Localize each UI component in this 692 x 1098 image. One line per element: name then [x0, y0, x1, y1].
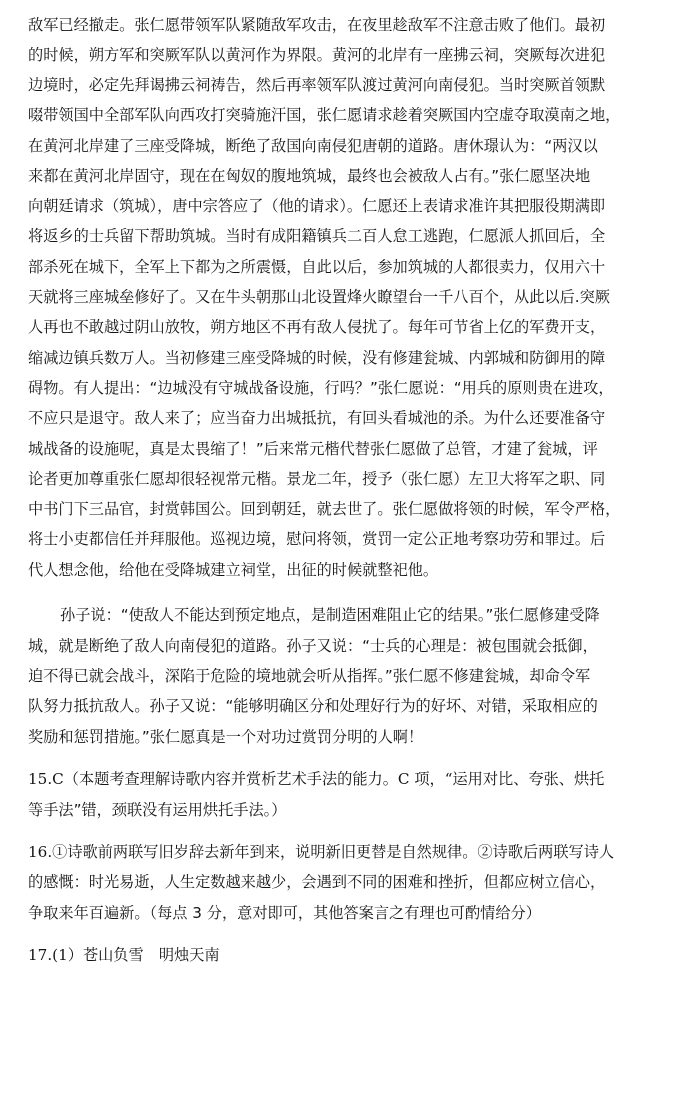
text-line: 孙子说：“使敌人不能达到预定地点，是制造困难阻止它的结果。”张仁愿修建受降 — [60, 606, 600, 624]
text-line: 边境时，必定先拜谒拂云祠祷告，然后再率领军队渡过黄河向南侵犯。当时突厥首领默 — [28, 76, 606, 94]
text-line: 天就将三座城垒修好了。又在牛头朝那山北设置烽火瞭望台一千八百个，从此以后.突厥 — [28, 288, 610, 306]
text-line: 缩减边镇兵数万人。当初修建三座受降城的时候，没有修建瓮城、内郭城和防御用的障 — [28, 349, 606, 367]
text-line: 碍物。有人提出：“边城没有守城战备设施，行吗？”张仁愿说：“用兵的原则贵在进攻， — [28, 379, 614, 397]
text-line: 代人想念他，给他在受降城建立祠堂，出征的时候就整祀他。 — [28, 561, 439, 579]
answer-15-line: 15.C（本题考查理解诗歌内容并赏析艺术手法的能力。C 项，“运用对比、夸张、烘托 — [28, 770, 605, 788]
text-line: 不应只是退守。敌人来了；应当奋力出城抵抗，有回头看城池的杀。为什么还要准备守 — [28, 409, 606, 427]
text-line: 向朝廷请求（筑城），唐中宗答应了（他的请求）。仁愿还上表请求准许其把服役期满即 — [28, 197, 606, 215]
text-line: 城战备的设施呢，真是太畏缩了！”后来常元楷代替张仁愿做了总管，才建了瓮城，评 — [28, 440, 598, 458]
text-line: 中书门下三品官，封赏韩国公。回到朝廷，就去世了。张仁愿做将领的时候，军令严格， — [28, 500, 621, 518]
text-line: 论者更加尊重张仁愿却很轻视常元楷。景龙二年，授予（张仁愿）左卫大将军之职、同 — [28, 470, 606, 488]
text-line: 队努力抵抗敌人。孙子又说：“能够明确区分和处理好行为的好坏、对错，采取相应的 — [28, 697, 598, 715]
text-line: 奖励和惩罚措施。”张仁愿真是一个对功过赏罚分明的人啊！ — [28, 728, 424, 746]
answer-16-line: 16.①诗歌前两联写旧岁辞去新年到来，说明新旧更替是自然规律。②诗歌后两联写诗人 — [28, 843, 615, 861]
text-line: 迫不得已就会战斗，深陷于危险的境地就会听从指挥。”张仁愿不修建瓮城，却命令军 — [28, 667, 591, 685]
answer-15-line: 等手法”错，颈联没有运用烘托手法。） — [28, 801, 287, 819]
answer-16-line: 的感慨：时光易逝，人生定数越来越少，会遇到不同的困难和挫折，但都应树立信心， — [28, 873, 606, 891]
answer-17-line: 17.(1）苍山负雪 明烛天南 — [28, 946, 220, 964]
answer-16-line: 争取来年百遍新。（每点 3 分，意对即可，其他答案言之有理也可酌情给分） — [28, 904, 541, 922]
text-line: 的时候，朔方军和突厥军队以黄河作为界限。黄河的北岸有一座拂云祠，突厥每次进犯 — [28, 46, 606, 64]
text-line: 城，就是断绝了敌人向南侵犯的道路。孙子又说：“士兵的心理是：被包围就会抵御， — [28, 637, 598, 655]
text-line: 人再也不敢越过阴山放牧，朔方地区不再有敌人侵扰了。每年可节省上亿的军费开支， — [28, 318, 606, 336]
text-line: 将返乡的士兵留下帮助筑城。当时有成阳籍镇兵二百人怠工逃跑，仁愿派人抓回后，全 — [28, 227, 606, 245]
text-line: 部杀死在城下，全军上下都为之所震慑，自此以后，参加筑城的人都很卖力，仅用六十 — [28, 258, 606, 276]
text-line: 敌军已经撤走。张仁愿带领军队紧随敌军攻击，在夜里趁敌军不注意击败了他们。最初 — [28, 16, 606, 34]
text-line: 来都在黄河北岸固守，现在在匈奴的腹地筑城，最终也会被敌人占有。”张仁愿坚决地 — [28, 167, 591, 185]
text-line: 将士小吏都信任并拜服他。巡视边境，慰问将领，赏罚一定公正地考察功劳和罪过。后 — [28, 530, 606, 548]
text-line: 啜带领国中全部军队向西攻打突骑施汗国，张仁愿请求趁着突厥国内空虚夺取漠南之地， — [28, 106, 621, 124]
text-line: 在黄河北岸建了三座受降城，断绝了敌国向南侵犯唐朝的道路。唐休璟认为：“两汉以 — [28, 137, 598, 155]
